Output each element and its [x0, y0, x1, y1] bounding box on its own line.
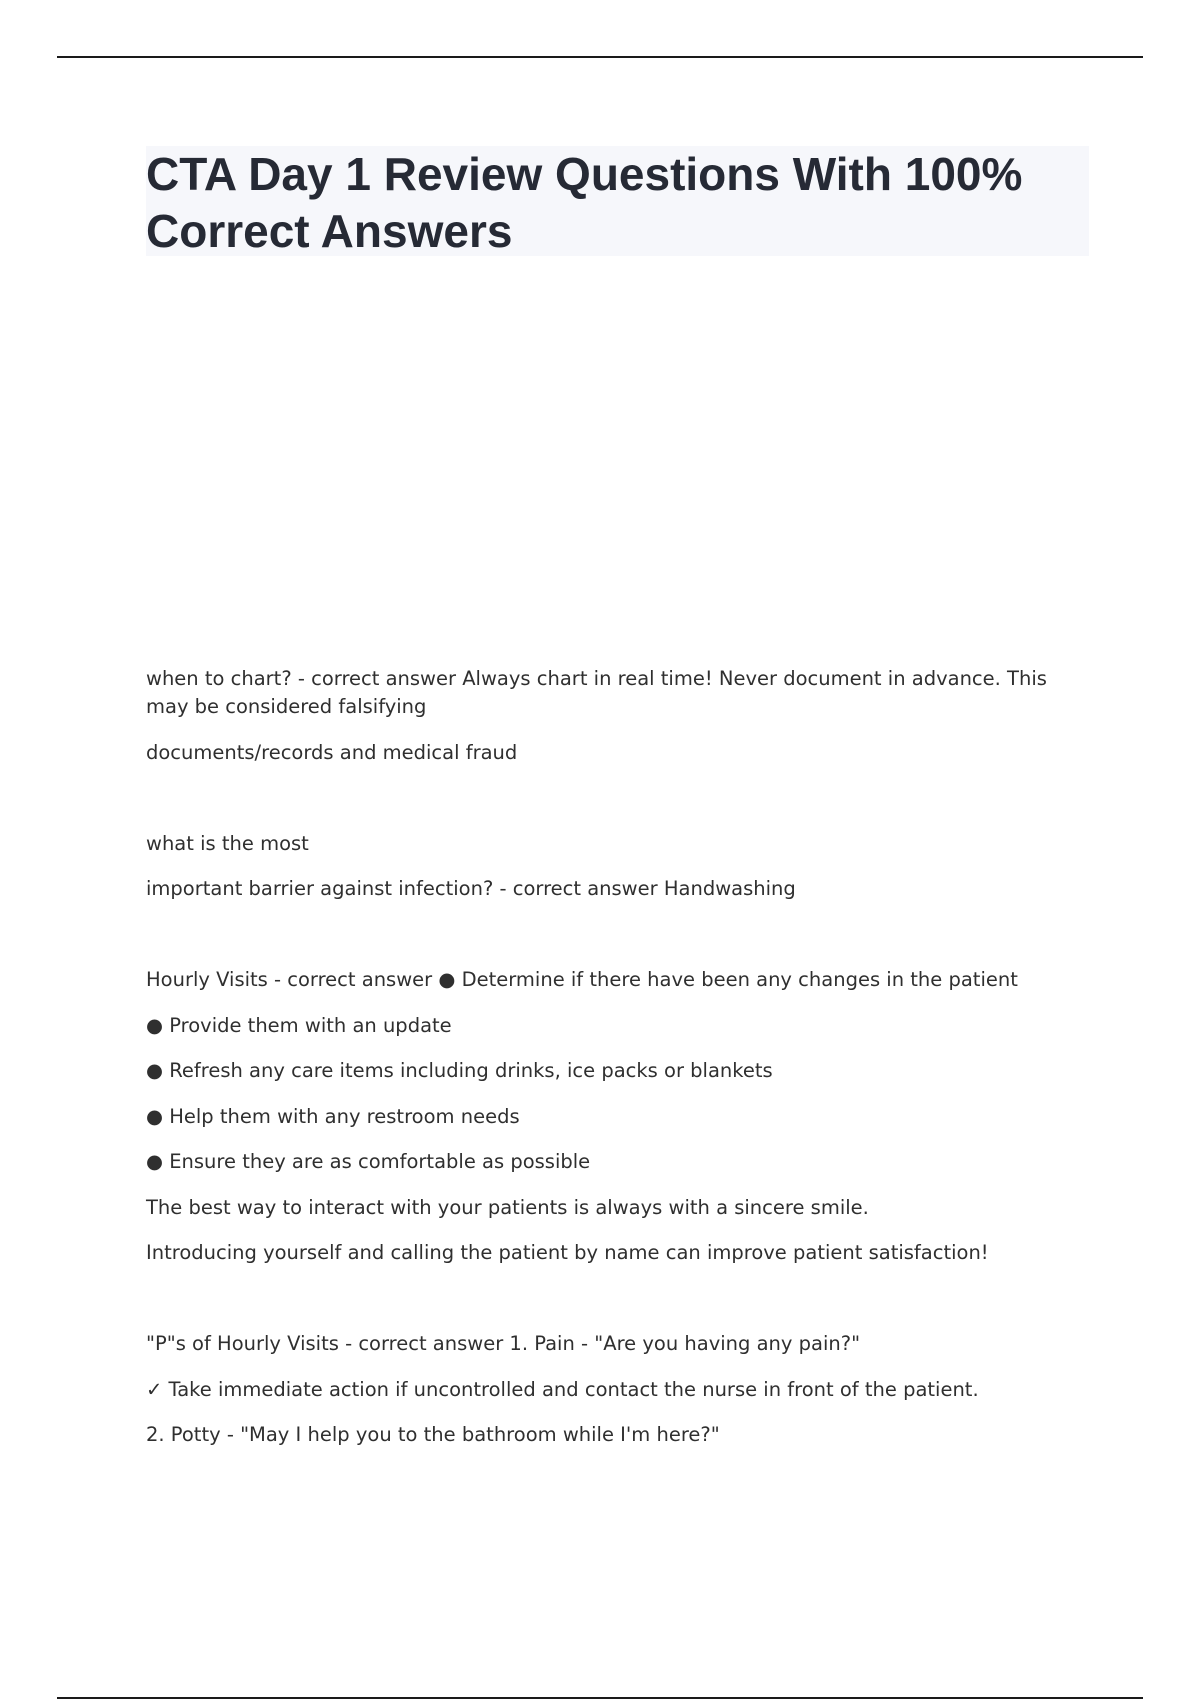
qa-when-to-chart: when to chart? - correct answer Always chart in real time! Never document in advance. This may be considered falsifying: [146, 667, 1047, 718]
numbered-item: 2. Potty - "May I help you to the bathroom while I'm here?": [146, 1423, 720, 1446]
header-rule: [57, 56, 1143, 58]
paragraph: The best way to interact with your patients is always with a sincere smile.: [146, 1196, 869, 1219]
bullet-item: ● Help them with any restroom needs: [146, 1105, 520, 1128]
document-title: CTA Day 1 Review Questions With 100% Correct Answers: [146, 148, 1023, 257]
bullet-item: ● Provide them with an update: [146, 1014, 452, 1037]
title-block: [146, 146, 1089, 256]
qa-ps-of-hourly-visits: "P"s of Hourly Visits - correct answer 1. Pain - "Are you having any pain?": [146, 1332, 861, 1355]
qa-hourly-visits: Hourly Visits - correct answer ● Determine if there have been any changes in the patient: [146, 968, 1018, 991]
checkmark-item: ✓ Take immediate action if uncontrolled and contact the nurse in front of the patient.: [146, 1378, 979, 1401]
qa-barrier-question-start: what is the most: [146, 832, 309, 855]
bullet-item: ● Ensure they are as comfortable as possible: [146, 1150, 591, 1173]
footer-rule: [57, 1697, 1143, 1699]
qa-barrier-infection: important barrier against infection? - correct answer Handwashing: [146, 877, 796, 900]
bullet-item: ● Refresh any care items including drinks, ice packs or blankets: [146, 1059, 773, 1082]
paragraph: Introducing yourself and calling the patient by name can improve patient satisfaction!: [146, 1241, 989, 1264]
qa-when-to-chart-continued: documents/records and medical fraud: [146, 741, 518, 764]
